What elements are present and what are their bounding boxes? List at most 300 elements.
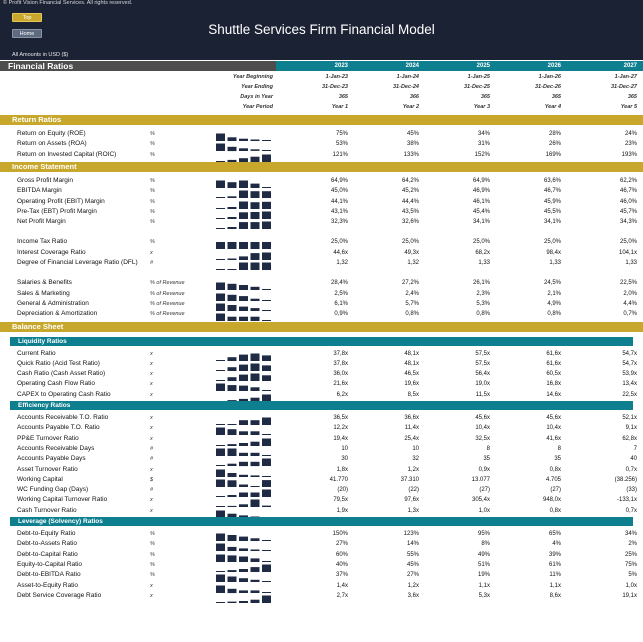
ratio-value-2024: 3,6x	[407, 592, 419, 599]
ratio-value-2027: 104,1x	[618, 249, 637, 256]
sparkline	[216, 349, 274, 359]
sparkline-bar	[251, 222, 260, 229]
ratio-value-2026: 0,8x	[549, 466, 561, 473]
ratio-label: CAPEX to Operating Cash Ratio	[17, 390, 111, 398]
ratio-row-operating-profit-ebit-margin	[0, 197, 643, 207]
ratio-value-2025: 45,4%	[472, 208, 490, 215]
ratio-value-2026: 28%	[548, 131, 561, 137]
ratio-value-2023: 79,5x	[333, 497, 348, 504]
sparkline	[216, 129, 274, 139]
ratio-row-net-profit-margin	[0, 217, 643, 227]
ratio-label: Return on Invested Capital (ROIC)	[17, 150, 117, 158]
ratio-value-2025: 56,4x	[475, 371, 490, 378]
ratio-value-2023: 37,8x	[333, 360, 348, 367]
ratio-value-2024: 36,6x	[404, 415, 419, 421]
ratio-unit: %	[150, 188, 155, 195]
table-title: Financial Ratios	[0, 61, 276, 71]
sparkline	[216, 359, 274, 369]
ratio-label: Interest Coverage Ratio	[17, 248, 86, 256]
ratio-value-2024: 0,8%	[405, 311, 419, 318]
info-row-year-ending	[0, 82, 643, 92]
ratio-value-2024: 27%	[406, 572, 419, 579]
ratio-value-2024: 1,2x	[407, 582, 419, 589]
ratio-value-2026: 1,1x	[549, 582, 561, 589]
ratio-label: Quick Ratio (Acid Test Ratio)	[17, 359, 100, 367]
ratio-label: Asset Turnover Ratio	[17, 465, 78, 473]
ratio-unit: #	[150, 445, 154, 452]
ratio-unit: % of Revenue	[150, 311, 185, 318]
ratio-value-2025: 68,2x	[475, 249, 490, 256]
home-button[interactable]: Home	[12, 29, 42, 38]
info-label: Days in Year	[240, 94, 273, 100]
ratio-value-2023: 37%	[335, 572, 348, 579]
ratio-label: Current Ratio	[17, 349, 56, 357]
sparkline	[216, 369, 274, 379]
info-value: Year 5	[620, 104, 637, 110]
ratio-value-2023: 121%	[332, 151, 348, 158]
ratio-value-2024: 25,4x	[404, 435, 419, 442]
ratio-value-2024: 2,4%	[405, 290, 419, 297]
ratio-value-2027: 53,9x	[622, 371, 637, 378]
ratio-value-2027: 46,7%	[619, 188, 637, 195]
ratio-value-2026: 1,33	[549, 260, 561, 266]
ratio-value-2024: 55%	[406, 551, 419, 558]
ratio-unit: %	[150, 151, 155, 158]
ratio-value-2027: 22,5%	[619, 280, 637, 287]
ratio-value-2025: 305,4x	[471, 497, 490, 504]
ratio-value-2023: 60%	[335, 551, 348, 558]
subsection-liquidity-ratios: Liquidity Ratios	[10, 337, 633, 346]
sparkline-bar	[216, 602, 225, 603]
ratio-value-2025: 31%	[477, 141, 490, 148]
sparkline	[216, 390, 274, 400]
ratio-value-2025: 57,5x	[475, 350, 490, 357]
ratio-value-2023: 1,9x	[336, 507, 348, 514]
sparkline	[216, 176, 274, 186]
ratio-unit: % of Revenue	[150, 280, 185, 287]
ratio-row-income-tax-ratio	[0, 237, 643, 247]
ratio-value-2027: 52,1x	[622, 415, 637, 421]
ratio-value-2023: 44,6x	[333, 249, 348, 256]
ratio-value-2023: 45,0%	[330, 188, 348, 195]
ratio-value-2026: 98,4x	[546, 249, 561, 256]
ratio-value-2026: 8	[557, 445, 561, 452]
ratio-row-accounts-payable-t-o-ratio	[0, 423, 643, 433]
ratio-value-2026: 39%	[548, 551, 561, 558]
sparkline-bar	[262, 595, 271, 603]
ratio-value-2025: 95%	[477, 531, 490, 537]
ratio-value-2026: 61,6x	[546, 350, 561, 357]
ratio-unit: x	[150, 592, 153, 599]
ratio-value-2023: 36,0x	[333, 371, 348, 378]
ratio-value-2025: 11,5x	[475, 391, 490, 398]
ratio-label: Return on Assets (ROA)	[17, 140, 87, 148]
ratio-value-2025: 5,3x	[478, 592, 490, 599]
sparkline	[216, 217, 274, 227]
ratio-value-2025: 0,8%	[476, 311, 490, 318]
sparkline	[216, 570, 274, 580]
ratio-value-2023: 53%	[335, 141, 348, 148]
ratio-row-equity-to-capital-ratio	[0, 560, 643, 570]
ratio-value-2023: 41.770	[329, 476, 348, 483]
ratio-value-2025: 45,6x	[475, 415, 490, 421]
info-label: Year Ending	[241, 84, 273, 90]
ratio-value-2025: 32,5x	[475, 435, 490, 442]
ratio-row-degree-of-financial-leverage-ratio-dfl	[0, 258, 643, 268]
ratio-value-2024: 5,7%	[405, 300, 419, 307]
sparkline-chart	[216, 261, 274, 271]
info-value: 365	[627, 94, 637, 100]
ratio-value-2023: 28,4%	[330, 280, 348, 287]
ratio-value-2025: 1,0x	[478, 507, 490, 514]
ratio-value-2026: 65%	[548, 531, 561, 537]
ratio-value-2024: 45%	[406, 561, 419, 568]
info-value: Year 3	[473, 104, 490, 110]
ratio-row-accounts-payable-days	[0, 454, 643, 464]
ratio-value-2027: 19,1x	[622, 592, 637, 599]
ratio-value-2025: 57,5x	[475, 360, 490, 367]
ratio-value-2023: 19,4x	[333, 435, 348, 442]
ratio-value-2024: 32,6%	[401, 219, 419, 226]
info-value: 1-Jan-25	[467, 74, 490, 80]
ratio-label: Operating Cash Flow Ratio	[17, 380, 96, 388]
year-header-2023: 2023	[334, 63, 348, 69]
section-return-ratios: Return Ratios	[0, 115, 643, 125]
ratio-row-accounts-receivable-days	[0, 444, 643, 454]
ratio-value-2027: 0,7x	[625, 466, 637, 473]
ratio-value-2025: 26,1%	[472, 280, 490, 287]
ratio-value-2026: 0,8%	[547, 311, 561, 318]
ratio-value-2027: 25%	[624, 551, 637, 558]
ratio-value-2024: 14%	[406, 541, 419, 548]
ratio-label: Debt-to-Capital Ratio	[17, 550, 78, 558]
header-band	[0, 0, 643, 60]
ratio-value-2027: 4,4%	[623, 300, 637, 307]
ratio-value-2026: 45,6x	[546, 415, 561, 421]
sparkline-bar	[251, 263, 260, 271]
sparkline	[216, 434, 274, 444]
ratio-value-2023: 6,2x	[336, 391, 348, 398]
ratio-value-2024: 45%	[406, 131, 419, 137]
ratio-value-2026: 4,9%	[547, 300, 561, 307]
ratio-value-2023: 25,0%	[330, 239, 348, 246]
info-label: Year Period	[242, 104, 273, 110]
sparkline-bar	[216, 269, 225, 270]
ratio-label: Equity-to-Capital Ratio	[17, 560, 83, 568]
ratio-row-debt-to-ebitda-ratio	[0, 570, 643, 580]
ratio-unit: x	[150, 350, 153, 357]
sparkline	[216, 197, 274, 207]
ratio-row-return-on-equity-roe	[0, 129, 643, 139]
ratio-value-2025: 64,9%	[472, 177, 490, 184]
ratio-label: Working Capital	[17, 475, 63, 483]
ratio-label: Cash Ratio (Cash Asset Ratio)	[17, 370, 106, 378]
sparkline-chart	[216, 594, 274, 604]
ratio-value-2024: 27,2%	[401, 280, 419, 287]
ratio-label: Gross Profit Margin	[17, 176, 73, 184]
sparkline	[216, 207, 274, 217]
sparkline	[216, 413, 274, 423]
ratio-value-2024: 44,4%	[401, 198, 419, 205]
ratio-value-2025: 10,4x	[475, 425, 490, 432]
ratio-unit: $	[150, 476, 154, 483]
ratio-row-asset-turnover-ratio	[0, 465, 643, 475]
ratio-value-2024: 43,5%	[401, 208, 419, 215]
ratio-value-2024: 32	[412, 456, 419, 463]
ratio-value-2023: 0,9%	[334, 311, 348, 318]
info-value: Year 4	[544, 104, 561, 110]
ratio-value-2027: 24%	[624, 131, 637, 137]
sparkline	[216, 495, 274, 505]
ratio-row-asset-to-equity-ratio	[0, 581, 643, 591]
sparkline	[216, 150, 274, 160]
ratio-row-accounts-receivable-t-o-ratio	[0, 413, 643, 423]
ratio-value-2027: (38.256)	[614, 476, 637, 483]
ratio-value-2024: 133%	[403, 151, 419, 158]
ratio-value-2025: 34,1%	[472, 219, 490, 226]
ratio-value-2027: 9,1x	[625, 425, 637, 432]
ratio-unit: %	[150, 572, 155, 579]
ratio-value-2024: 11,4x	[404, 425, 419, 432]
info-value: 1-Jan-27	[614, 74, 637, 80]
ratio-value-2023: 40%	[335, 561, 348, 568]
ratio-value-2023: 32,3%	[330, 219, 348, 226]
ratio-unit: x	[150, 415, 153, 421]
ratio-unit: #	[150, 487, 154, 494]
info-value: Year 1	[331, 104, 348, 110]
ratio-value-2025: 46,1%	[472, 198, 490, 205]
ratio-value-2024: 37.310	[400, 476, 419, 483]
year-header-2024: 2024	[405, 63, 419, 69]
ratio-label: EBITDA Margin	[17, 187, 62, 195]
copyright-text: © Profit Vision Financial Services. All rights reserved.	[3, 0, 133, 6]
ratio-value-2027: 34%	[624, 531, 637, 537]
ratio-value-2024: 48,1x	[404, 360, 419, 367]
info-value: 366	[409, 94, 419, 100]
ratio-value-2027: 2%	[628, 541, 637, 548]
info-value: 1-Jan-24	[396, 74, 419, 80]
sparkline	[216, 560, 274, 570]
section-income-statement: Income Statement	[0, 162, 643, 172]
ratio-label: Operating Profit (EBIT) Margin	[17, 197, 105, 205]
sparkline	[216, 506, 274, 516]
ratio-value-2025: 51%	[477, 561, 490, 568]
ratio-row-return-on-assets-roa	[0, 139, 643, 149]
info-value: 1-Jan-23	[325, 74, 348, 80]
ratio-unit: %	[150, 177, 155, 184]
ratio-label: Accounts Receivable Days	[17, 444, 95, 452]
ratio-row-working-capital-turnover-ratio	[0, 495, 643, 505]
ratio-label: Debt-to-EBITDA Ratio	[17, 571, 81, 579]
info-value: 31-Dec-23	[322, 84, 348, 90]
info-value: 1-Jan-26	[538, 74, 561, 80]
info-value: Year 2	[402, 104, 419, 110]
sparkline	[216, 139, 274, 149]
year-header-2026: 2026	[547, 63, 561, 69]
info-label: Year Beginning	[232, 74, 273, 80]
ratio-value-2026: 24,5%	[543, 280, 561, 287]
ratio-value-2023: 21,6x	[333, 381, 348, 388]
ratio-value-2024: 19,6x	[404, 381, 419, 388]
ratio-value-2023: 10	[341, 445, 348, 452]
ratio-value-2023: 43,1%	[330, 208, 348, 215]
ratio-unit: %	[150, 219, 155, 226]
ratio-value-2024: 1,32	[407, 260, 419, 266]
ratio-unit: #	[150, 456, 154, 463]
sparkline	[216, 475, 274, 485]
ratio-unit: x	[150, 466, 153, 473]
ratio-row-return-on-invested-capital-roic	[0, 150, 643, 160]
ratio-value-2025: 152%	[474, 151, 490, 158]
ratio-value-2025: 5,3%	[476, 300, 490, 307]
sparkline	[216, 237, 274, 247]
ratio-value-2027: 45,7%	[619, 208, 637, 215]
ratio-label: Debt Service Coverage Ratio	[17, 591, 102, 599]
ratio-row-interest-coverage-ratio	[0, 248, 643, 258]
ratio-label: Sales & Marketing	[17, 289, 70, 297]
ratio-unit: #	[150, 260, 154, 266]
ratio-unit: x	[150, 371, 153, 378]
ratio-value-2027: 34,3%	[619, 219, 637, 226]
ratio-label: Net Profit Margin	[17, 218, 66, 226]
ratio-value-2023: 44,1%	[330, 198, 348, 205]
financial-ratios-header	[0, 61, 643, 71]
info-value: 31-Dec-25	[464, 84, 490, 90]
ratio-label: Working Capital Turnover Ratio	[17, 496, 108, 504]
ratio-value-2025: 34%	[477, 131, 490, 137]
ratio-unit: %	[150, 141, 155, 148]
sparkline	[216, 289, 274, 299]
ratio-row-ebitda-margin	[0, 186, 643, 196]
ratio-value-2024: 1,2x	[407, 466, 419, 473]
ratio-row-capex-to-operating-cash-ratio	[0, 390, 643, 400]
ratio-value-2027: 62,8x	[622, 435, 637, 442]
ratio-unit: %	[150, 131, 155, 137]
ratio-row-depreciation-amortization	[0, 309, 643, 319]
ratio-row-operating-cash-flow-ratio	[0, 379, 643, 389]
ratio-label: Asset-to-Equity Ratio	[17, 581, 79, 589]
ratio-value-2025: 8%	[481, 541, 490, 548]
ratio-value-2023: 2,5%	[334, 290, 348, 297]
ratio-row-quick-ratio-acid-test-ratio	[0, 359, 643, 369]
ratio-value-2023: 1,32	[336, 260, 348, 266]
ratio-row-gross-profit-margin	[0, 176, 643, 186]
ratio-row-debt-to-equity-ratio	[0, 529, 643, 539]
ratio-value-2027: -133,1x	[616, 497, 637, 504]
ratio-value-2026: 948,0x	[542, 497, 561, 504]
ratio-value-2027: 40	[630, 456, 637, 463]
sparkline	[216, 550, 274, 560]
ratio-row-general-administration	[0, 299, 643, 309]
ratio-unit: %	[150, 239, 155, 246]
ratio-value-2026: 35	[554, 456, 561, 463]
ratio-unit: x	[150, 582, 153, 589]
ratio-value-2025: 1,33	[478, 260, 490, 266]
ratio-unit: x	[150, 507, 153, 514]
ratio-label: Degree of Financial Leverage Ratio (DFL)	[17, 259, 138, 266]
ratio-value-2023: (20)	[337, 487, 348, 494]
sparkline	[216, 248, 274, 258]
info-value: 365	[551, 94, 561, 100]
ratio-unit: %	[150, 208, 155, 215]
ratio-value-2027: 193%	[621, 151, 637, 158]
ratio-label: Accounts Payable T.O. Ratio	[17, 424, 100, 432]
info-value: 31-Dec-26	[535, 84, 561, 90]
ratio-value-2026: 16,8x	[546, 381, 561, 388]
year-header-2025: 2025	[476, 63, 490, 69]
ratio-value-2023: 12,2x	[333, 425, 348, 432]
ratio-unit: x	[150, 425, 153, 432]
ratio-unit: %	[150, 561, 155, 568]
ratio-value-2024: 8,5x	[407, 391, 419, 398]
ratio-value-2026: 4%	[552, 541, 561, 548]
ratio-row-debt-service-coverage-ratio	[0, 591, 643, 601]
ratio-value-2024: 1,3x	[407, 507, 419, 514]
ratio-unit: x	[150, 360, 153, 367]
ratio-label: Debt-to-Equity Ratio	[17, 530, 76, 537]
ratio-unit: % of Revenue	[150, 290, 185, 297]
sparkline-bar	[262, 222, 271, 230]
ratio-unit: % of Revenue	[150, 300, 185, 307]
ratio-value-2026: 14,6x	[546, 391, 561, 398]
ratio-value-2026: 11%	[549, 572, 561, 579]
ratio-value-2027: 54,7x	[622, 350, 637, 357]
sparkline	[216, 423, 274, 433]
top-button[interactable]: Top	[12, 13, 42, 22]
sparkline-bar	[228, 269, 237, 270]
ratio-value-2024: 25,0%	[401, 239, 419, 246]
ratio-value-2025: 25,0%	[472, 239, 490, 246]
ratio-value-2023: 2,7x	[336, 592, 348, 599]
ratio-value-2023: 37,8x	[333, 350, 348, 357]
ratio-value-2027: 25,0%	[619, 239, 637, 246]
sparkline-bar	[251, 156, 260, 161]
ratio-value-2027: 7	[633, 445, 637, 452]
ratio-value-2023: 75%	[335, 131, 348, 137]
sparkline-bar	[239, 263, 248, 271]
ratio-value-2026: 61%	[548, 561, 561, 568]
ratio-value-2024: 97,6x	[404, 497, 419, 504]
ratio-label: Return on Equity (ROE)	[17, 130, 86, 137]
ratio-value-2027: 5%	[628, 572, 637, 579]
ratio-label: Debt-to-Assets Ratio	[17, 540, 77, 548]
ratio-value-2026: 61,6x	[546, 360, 561, 367]
sparkline-bar	[239, 222, 248, 229]
ratio-value-2026: 169%	[545, 151, 561, 158]
section-balance-sheet: Balance Sheet	[0, 322, 643, 332]
ratio-value-2027: 75%	[624, 561, 637, 568]
info-row-year-period	[0, 102, 643, 112]
ratio-row-pre-tax-ebt-profit-margin	[0, 207, 643, 217]
ratio-value-2026: 63,6%	[543, 177, 561, 184]
ratio-value-2026: 34,1%	[543, 219, 561, 226]
ratio-value-2027: 0,7x	[625, 507, 637, 514]
ratio-row-sales-marketing	[0, 289, 643, 299]
subsection-leverage-solvency-ratios: Leverage (Solvency) Ratios	[10, 517, 633, 526]
ratio-value-2027: 46,0%	[619, 198, 637, 205]
ratio-value-2026: 45,9%	[543, 198, 561, 205]
info-value: 31-Dec-24	[393, 84, 419, 90]
ratio-value-2027: 1,0x	[625, 582, 637, 589]
ratio-value-2025: 35	[483, 456, 490, 463]
ratio-value-2025: 2,3%	[476, 290, 490, 297]
sparkline	[216, 278, 274, 288]
ratio-value-2026: 26%	[548, 141, 561, 148]
sparkline-chart	[216, 220, 274, 230]
currency-note: All Amounts in USD ($)	[12, 52, 69, 58]
ratio-value-2026: 2,1%	[547, 290, 561, 297]
ratio-value-2025: 46,9%	[472, 188, 490, 195]
